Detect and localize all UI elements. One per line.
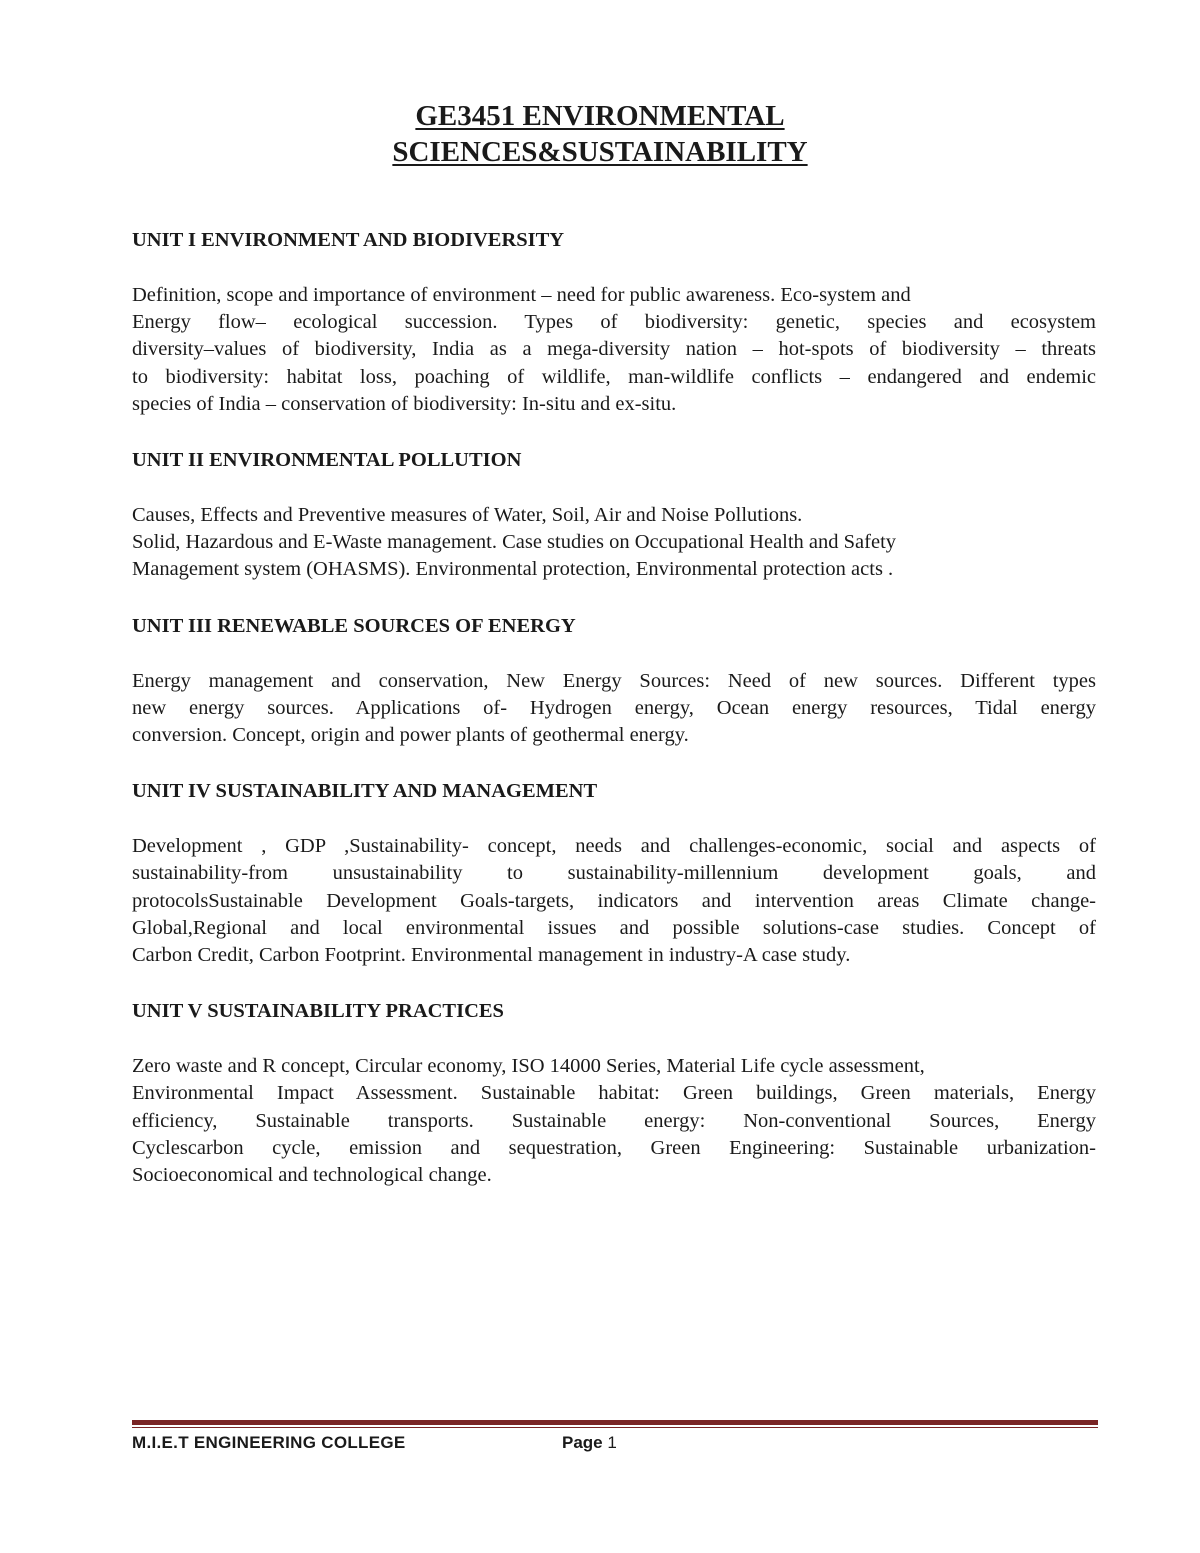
unit-body-line: diversity–values of biodiversity, India as a mega-diversity nation – hot-spots of biodiversity – threats — [132, 338, 1096, 361]
title-line-2: SCIENCES&SUSTAINABILITY — [392, 136, 808, 168]
unit-heading: UNIT II ENVIRONMENTAL POLLUTION — [132, 449, 522, 472]
unit-body-line: Causes, Effects and Preventive measures of Water, Soil, Air and Noise Pollutions. — [132, 504, 803, 527]
unit-body — [132, 1053, 1096, 1189]
title-line-1: GE3451 ENVIRONMENTAL — [415, 100, 785, 132]
syllabus-content — [132, 226, 1096, 1217]
unit-section-3 — [132, 612, 1096, 750]
unit-body — [132, 502, 1096, 584]
unit-body-line: species of India – conservation of biodiversity: In-situ and ex-situ. — [132, 392, 677, 415]
unit-body-line: efficiency, Sustainable transports. Sustainable energy: Non-conventional Sources, Energy — [132, 1109, 1096, 1132]
page-label: Page — [562, 1433, 603, 1452]
unit-body-line: protocolsSustainable Development Goals-targets, indicators and intervention areas Climate change- — [132, 889, 1096, 912]
unit-body-line: new energy sources. Applications of- Hydrogen energy, Ocean energy resources, Tidal energy — [132, 696, 1096, 719]
unit-heading: UNIT III RENEWABLE SOURCES OF ENERGY — [132, 614, 576, 637]
unit-body — [132, 668, 1096, 750]
unit-body — [132, 833, 1096, 969]
unit-body-line: Cyclescarbon cycle, emission and sequestration, Green Engineering: Sustainable urbanization- — [132, 1136, 1096, 1159]
unit-heading: UNIT V SUSTAINABILITY PRACTICES — [132, 1000, 504, 1023]
unit-section-1 — [132, 226, 1096, 418]
footer-rule-thin — [132, 1427, 1098, 1428]
unit-body-line: sustainability-from unsustainability to sustainability-millennium development goals, and — [132, 862, 1096, 885]
unit-heading: UNIT IV SUSTAINABILITY AND MANAGEMENT — [132, 780, 598, 803]
unit-body-line: Management system (OHASMS). Environmental protection, Environmental protection acts . — [132, 558, 894, 581]
unit-body-line: Environmental Impact Assessment. Sustainable habitat: Green buildings, Green materials, Energy — [132, 1082, 1096, 1105]
unit-heading: UNIT I ENVIRONMENT AND BIODIVERSITY — [132, 229, 565, 251]
page-title — [0, 98, 1200, 170]
unit-body-line: Definition, scope and importance of environment – need for public awareness. Eco-system and — [132, 284, 911, 306]
footer-college-name: M.I.E.T ENGINEERING COLLEGE — [132, 1433, 406, 1452]
unit-body-line: Global,Regional and local environmental issues and possible solutions-case studies. Concept of — [132, 916, 1096, 939]
unit-body-line: Solid, Hazardous and E-Waste management. Case studies on Occupational Health and Safety — [132, 531, 897, 554]
unit-body-line: Zero waste and R concept, Circular economy, ISO 14000 Series, Material Life cycle assessment, — [132, 1055, 925, 1078]
footer-page-number — [562, 1433, 617, 1453]
unit-section-2 — [132, 446, 1096, 584]
unit-body-line: to biodiversity: habitat loss, poaching of wildlife, man-wildlife conflicts – endangered and endemic — [132, 365, 1096, 388]
unit-body — [132, 282, 1096, 418]
footer-rule — [132, 1420, 1098, 1425]
unit-body-line: Energy flow– ecological succession. Types of biodiversity: genetic, species and ecosystem — [132, 311, 1096, 334]
page-number: 1 — [607, 1433, 617, 1452]
unit-body-line: Development , GDP ,Sustainability- concept, needs and challenges-economic, social and aspects of — [132, 835, 1096, 858]
unit-section-5 — [132, 997, 1096, 1189]
unit-section-4 — [132, 777, 1096, 969]
unit-body-line: Energy management and conservation, New Energy Sources: Need of new sources. Different types — [132, 669, 1096, 692]
unit-body-line: Carbon Credit, Carbon Footprint. Environmental management in industry-A case study. — [132, 944, 851, 967]
unit-body-line: conversion. Concept, origin and power plants of geothermal energy. — [132, 724, 689, 747]
unit-body-line: Socioeconomical and technological change. — [132, 1164, 492, 1187]
